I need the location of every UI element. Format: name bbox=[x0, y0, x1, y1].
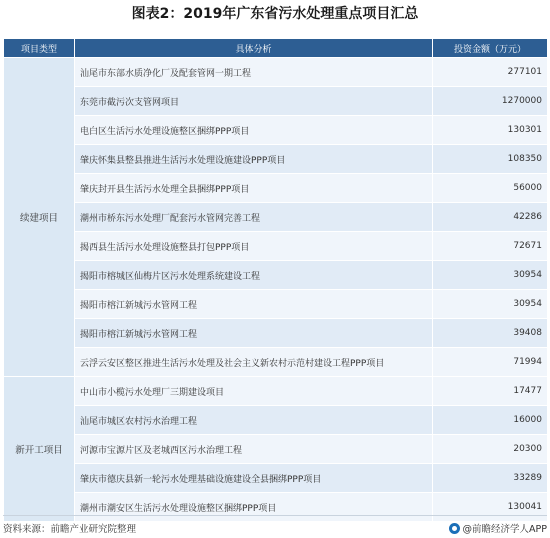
table-row bbox=[4, 87, 548, 116]
table-row bbox=[4, 464, 548, 493]
projects-table bbox=[3, 38, 548, 522]
brand-logo-icon bbox=[449, 523, 460, 534]
investment-amount-cell: 71994 bbox=[433, 348, 548, 377]
table-row bbox=[4, 493, 548, 522]
category-cell: 新开工项目 bbox=[4, 377, 75, 522]
table-row bbox=[4, 145, 548, 174]
brand-credit bbox=[449, 521, 547, 535]
investment-amount-cell: 42286 bbox=[433, 203, 548, 232]
investment-amount-cell: 16000 bbox=[433, 406, 548, 435]
investment-amount-cell: 17477 bbox=[433, 377, 548, 406]
investment-amount-cell: 108350 bbox=[433, 145, 548, 174]
table-row bbox=[4, 290, 548, 319]
investment-amount-cell: 20300 bbox=[433, 435, 548, 464]
project-name-cell: 中山市小榄污水处理厂三期建设项目 bbox=[75, 377, 433, 406]
investment-amount-cell: 33289 bbox=[433, 464, 548, 493]
footer bbox=[3, 519, 547, 535]
table-row bbox=[4, 116, 548, 145]
project-name-cell: 肇庆怀集县整县推进生活污水处理设施建设PPP项目 bbox=[75, 145, 433, 174]
investment-amount-cell: 30954 bbox=[433, 261, 548, 290]
investment-amount-cell: 72671 bbox=[433, 232, 548, 261]
table-row bbox=[4, 261, 548, 290]
header-investment: 投资金额（万元） bbox=[433, 39, 548, 58]
table-row bbox=[4, 348, 548, 377]
investment-amount-cell: 130041 bbox=[433, 493, 548, 522]
project-name-cell: 揭阳市榕江新城污水管网工程 bbox=[75, 290, 433, 319]
project-name-cell: 肇庆封开县生活污水处理全县捆绑PPP项目 bbox=[75, 174, 433, 203]
table-body bbox=[4, 58, 548, 522]
table-header-row bbox=[4, 39, 548, 58]
footer-divider bbox=[3, 515, 547, 516]
investment-amount-cell: 56000 bbox=[433, 174, 548, 203]
table-row bbox=[4, 232, 548, 261]
header-detail: 具体分析 bbox=[75, 39, 433, 58]
project-name-cell: 云浮云安区整区推进生活污水处理及社会主义新农村示范村建设工程PPP项目 bbox=[75, 348, 433, 377]
project-name-cell: 河源市宝源片区及老城西区污水治理工程 bbox=[75, 435, 433, 464]
table-row bbox=[4, 203, 548, 232]
project-name-cell: 潮州市桥东污水处理厂配套污水管网完善工程 bbox=[75, 203, 433, 232]
chart-title: 图表2：2019年广东省污水处理重点项目汇总 bbox=[131, 6, 419, 22]
table-row bbox=[4, 377, 548, 406]
project-name-cell: 揭西县生活污水处理设施整县打包PPP项目 bbox=[75, 232, 433, 261]
table-row bbox=[4, 435, 548, 464]
investment-amount-cell: 277101 bbox=[433, 58, 548, 87]
investment-amount-cell: 39408 bbox=[433, 319, 548, 348]
table-row bbox=[4, 58, 548, 87]
investment-amount-cell: 1270000 bbox=[433, 87, 548, 116]
project-name-cell: 揭阳市榕城区仙梅片区污水处理系统建设工程 bbox=[75, 261, 433, 290]
project-name-cell: 汕尾市东部水质净化厂及配套管网一期工程 bbox=[75, 58, 433, 87]
category-cell: 续建项目 bbox=[4, 58, 75, 377]
project-name-cell: 揭阳市榕江新城污水管网工程 bbox=[75, 319, 433, 348]
investment-amount-cell: 130301 bbox=[433, 116, 548, 145]
table-row bbox=[4, 406, 548, 435]
investment-amount-cell: 30954 bbox=[433, 290, 548, 319]
table-row bbox=[4, 174, 548, 203]
project-name-cell: 潮州市潮安区生活污水处理设施整区捆绑PPP项目 bbox=[75, 493, 433, 522]
project-name-cell: 汕尾市城区农村污水治理工程 bbox=[75, 406, 433, 435]
project-name-cell: 电白区生活污水处理设施整区捆绑PPP项目 bbox=[75, 116, 433, 145]
source-note: 资料来源：前瞻产业研究院整理 bbox=[3, 524, 137, 535]
project-name-cell: 东莞市截污次支管网项目 bbox=[75, 87, 433, 116]
header-project-type: 项目类型 bbox=[4, 39, 75, 58]
project-name-cell: 肇庆市德庆县新一轮污水处理基础设施建设全县捆绑PPP项目 bbox=[75, 464, 433, 493]
table-row bbox=[4, 319, 548, 348]
brand-text: @前瞻经济学人APP bbox=[462, 524, 547, 535]
